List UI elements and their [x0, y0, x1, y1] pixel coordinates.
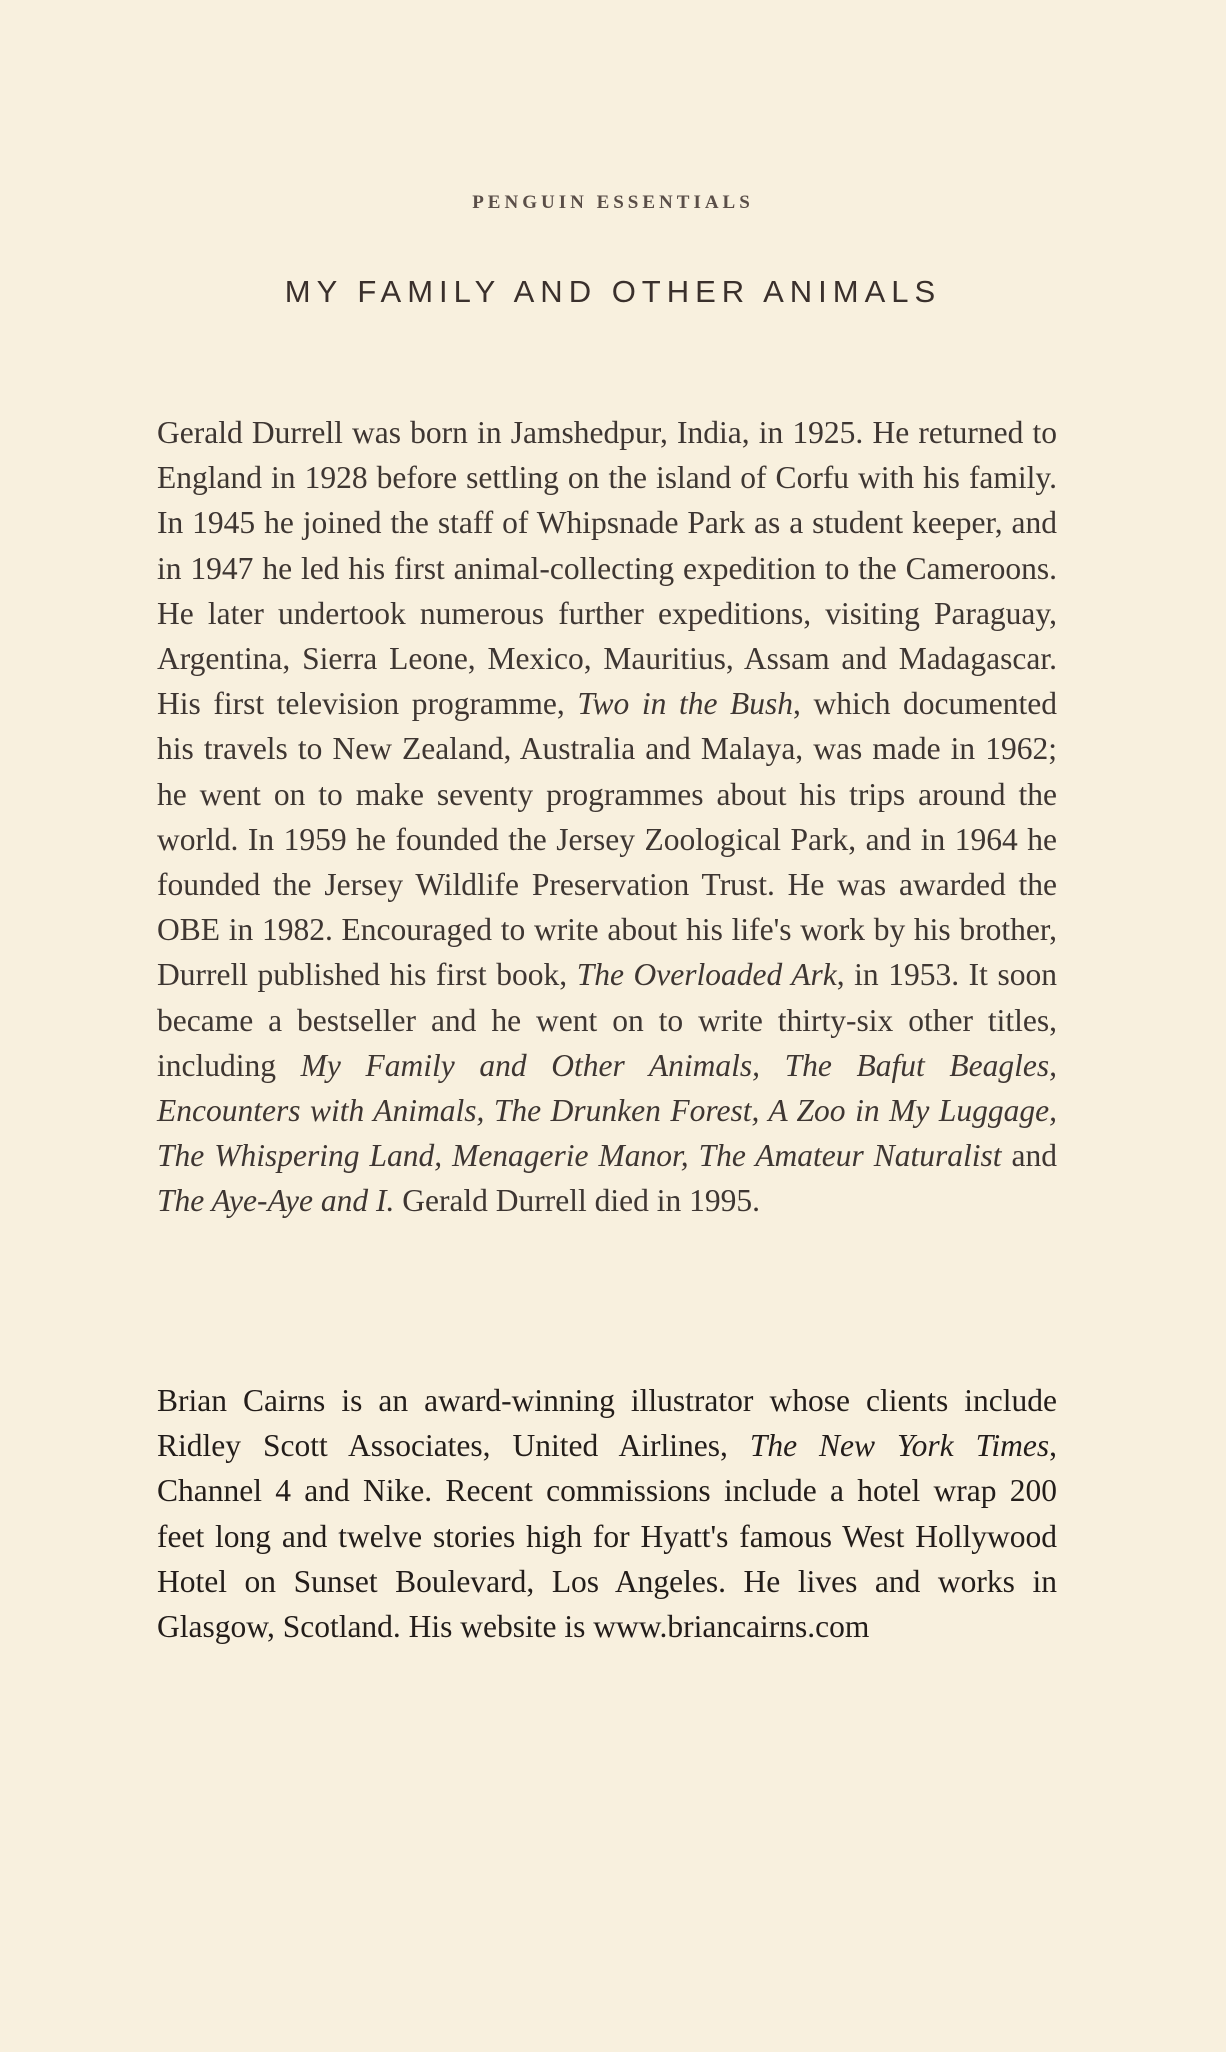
publication-title-italic: The New York Times: [749, 1428, 1050, 1464]
illustrator-bio-text: , Channel 4 and Nike. Recent commissions include a hotel wrap 200 feet long and twelve stories high for Hyatt's famous West Hollywood Hotel on Sunset Boulevard, Los Angeles. He lives and works in Glasgow, Scotland. His website is www.briancairns.com: [157, 1428, 1057, 1645]
book-title: MY FAMILY AND OTHER ANIMALS: [284, 274, 942, 309]
illustrator-bio-text: Brian Cairns is an award-winning illustrator whose clients include Ridley Scott Associates, United Airlines,: [157, 1383, 1057, 1464]
book-title-italic: The Overloaded Ark: [576, 957, 837, 993]
illustrator-biography: [157, 1378, 1057, 1649]
author-bio-text: Gerald Durrell died in 1995.: [394, 1183, 760, 1219]
book-title-italic: The Aye-Aye and I.: [157, 1183, 395, 1219]
series-name: PENGUIN ESSENTIALS: [472, 192, 754, 213]
book-title-italic: Two in the Bush: [577, 686, 794, 722]
author-bio-text: , which documented his travels to New Zealand, Australia and Malaya, was made in 1962; he went on to make seventy programmes about his trips around the world. In 1959 he founded the Jersey Zoological Park, and in 1964 he founded the Jersey Wildlife Preservation Trust. He was awarded the OBE in 1982. Encouraged to write about his life's work by his brother, Durrell published his first book,: [157, 686, 1057, 993]
author-bio-text: Gerald Durrell was born in Jamshedpur, India, in 1925. He returned to England in 1928 before settling on the island of Corfu with his family. In 1945 he joined the staff of Whipsnade Park as a student keeper, and in 1947 he led his first animal-collecting expedition to the Cameroons. He later undertook numerous further expeditions, visiting Paraguay, Argentina, Sierra Leone, Mexico, Mauritius, Assam and Madagascar. His first television programme,: [157, 415, 1057, 722]
book-titles-list: My Family and Other Animals, The Bafut Beagles, Encounters with Animals, The Drunken Forest, A Zoo in My Luggage, The Whispering Land, Menagerie Manor, The Amateur Naturalist: [157, 1047, 1057, 1174]
author-biography: [157, 410, 1057, 1224]
author-bio-text: , in 1953. It soon became a bestseller and he went on to write thirty-six other titles, including: [157, 957, 1057, 1083]
author-bio-text: and: [1001, 1138, 1057, 1174]
